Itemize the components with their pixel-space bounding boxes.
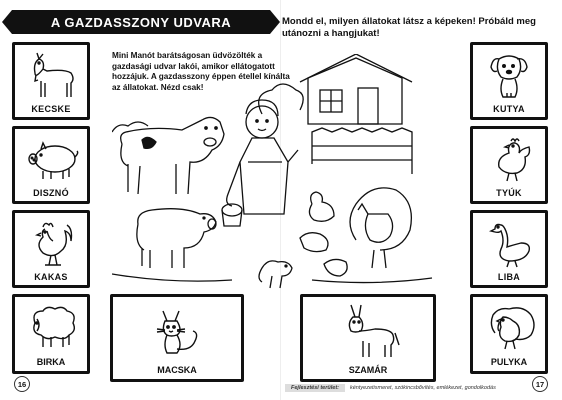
instruction-text: Mondd el, milyen állatokat látsz a képeken! Próbáld meg utánozni a hangjukat! — [282, 16, 536, 39]
card-label: BIRKA — [36, 357, 66, 367]
sheep-icon — [21, 301, 83, 353]
card-label: KUTYA — [493, 104, 525, 114]
footer-description: kéntyezetismeret, szókincsbővítés, emlékezet, gondolkodás — [350, 385, 496, 391]
card-liba — [470, 210, 548, 288]
card-label: KAKAS — [34, 272, 68, 282]
story-text: Mini Manót barátságosan üdvözölték a gazdasági udvar lakói, amikor ellátogatott hozzájuk. A gazdasszony éppen étellel kínálta az állatokat. Nézd csak! — [112, 51, 290, 92]
page-number-right: 17 — [532, 376, 548, 392]
rooster-icon — [21, 217, 83, 269]
card-label: PULYKA — [490, 357, 528, 367]
card-label: LIBA — [497, 272, 521, 282]
card-kecske — [12, 42, 90, 120]
card-pulyka — [470, 294, 548, 374]
dog-icon — [479, 49, 541, 101]
page-number-left: 16 — [14, 376, 30, 392]
footer — [285, 383, 496, 393]
hen-icon — [479, 133, 541, 185]
card-birka — [12, 294, 90, 374]
card-kutya — [470, 42, 548, 120]
pig-icon — [21, 133, 83, 185]
cat-icon — [143, 301, 213, 361]
card-label: MACSKA — [157, 365, 197, 375]
card-label: TYÚK — [496, 188, 522, 198]
card-label: DISZNÓ — [33, 188, 69, 198]
goat-icon — [21, 49, 83, 101]
card-macska — [110, 294, 244, 382]
card-szamar — [300, 294, 436, 382]
card-diszno — [12, 126, 90, 204]
card-kakas — [12, 210, 90, 288]
card-label: KECSKE — [31, 104, 71, 114]
donkey-icon — [335, 301, 405, 361]
card-label: SZAMÁR — [348, 365, 388, 375]
card-tyuk — [470, 126, 548, 204]
goose-icon — [479, 217, 541, 269]
footer-tag: Fejlesztési terület: — [285, 384, 345, 392]
turkey-icon — [479, 301, 541, 353]
page-title: A GAZDASSZONY UDVARA — [12, 10, 270, 34]
farmyard-scene-icon — [112, 54, 440, 294]
